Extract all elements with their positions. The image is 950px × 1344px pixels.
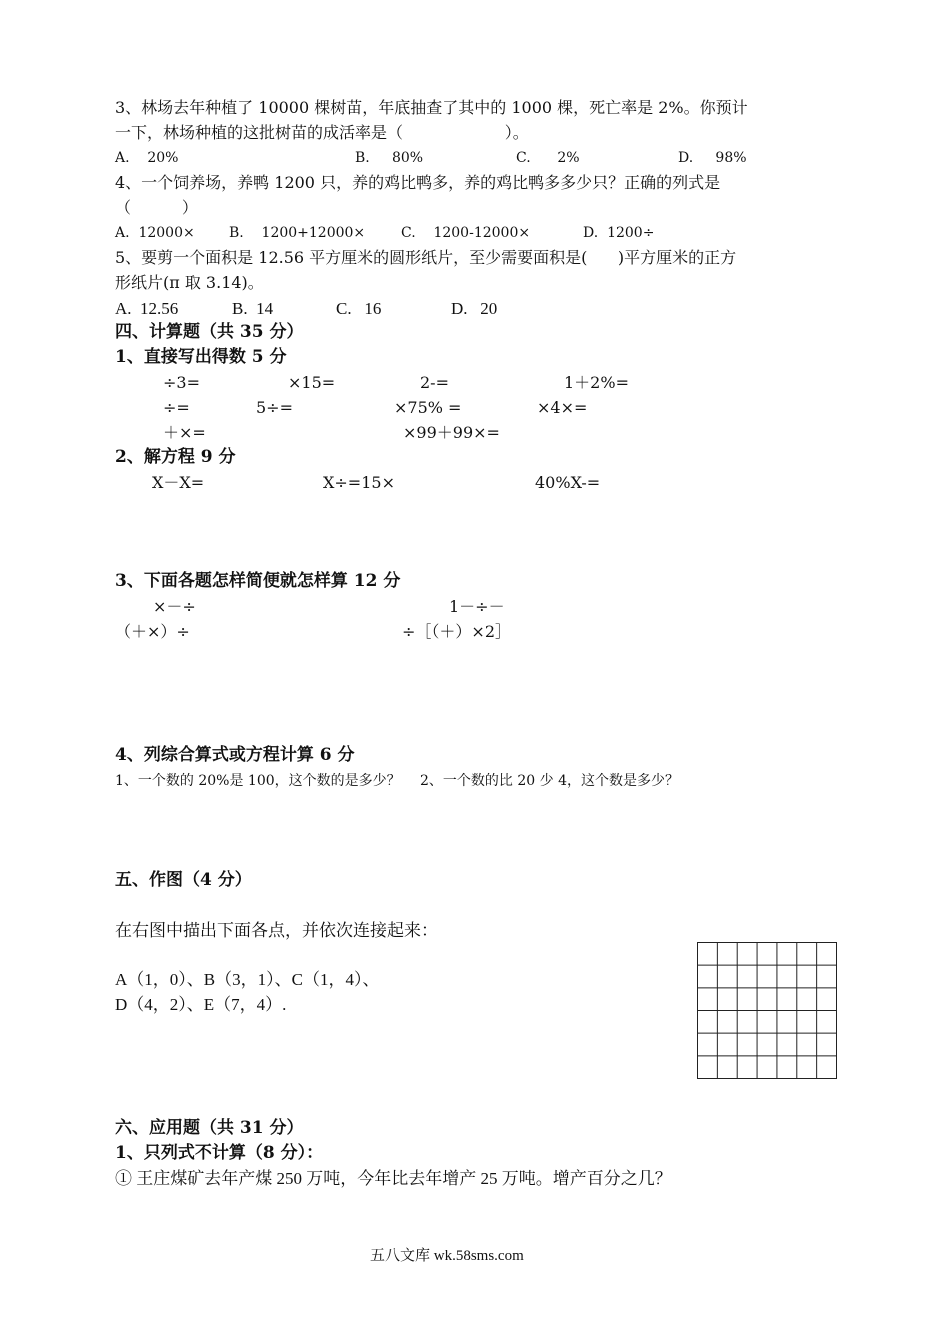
simplify-item: 1－÷－ (449, 597, 505, 616)
part1-title: 1、直接写出得数 5 分 (115, 347, 287, 367)
section6-subtitle: 1、只列式不计算（8 分）： (115, 1143, 324, 1163)
q5-option-a: A. 12.56 (115, 299, 179, 318)
coordinate-grid (697, 942, 839, 1080)
section5-title: 五、作图（4 分） (115, 870, 252, 890)
calc-item: 1＋2%= (564, 373, 629, 392)
simplify-item: ÷［（＋）×2］ (402, 622, 511, 641)
q5-option-b: B. 14 (232, 299, 274, 318)
calc-item: ×15= (288, 373, 336, 392)
q4-option-b: B. 1200+12000× (229, 225, 366, 241)
calc-item: ×75% = (394, 398, 462, 417)
part2-title: 2、解方程 9 分 (115, 447, 236, 467)
q4-option-a: A. 12000× (115, 225, 195, 241)
equation: X－X= (152, 473, 205, 492)
word-problem-1: 1、一个数的 20%是 100，这个数的是多少？ (115, 773, 401, 789)
calc-item: ＋×= (163, 423, 206, 442)
drawing-instruction: 在右图中描出下面各点，并依次连接起来： (115, 921, 438, 940)
part4-title: 4、列综合算式或方程计算 6 分 (115, 745, 355, 765)
calc-item: ×4×= (537, 398, 588, 417)
word-problem-2: 2、一个数的比 20 少 4，这个数是多少？ (420, 773, 679, 789)
q5-option-d: D. 20 (451, 299, 498, 318)
q4-option-d: D. 1200÷ (583, 225, 655, 241)
q3-line1: 3、林场去年种植了 10000 棵树苗，年底抽查了其中的 1000 棵，死亡率是 2%。你预计 (115, 98, 748, 117)
q3-option-a: A. 20% (115, 150, 179, 166)
q5-line1: 5、要剪一个面积是 12.56 平方厘米的圆形纸片，至少需要面积是( )平方厘米的正方 (115, 248, 737, 267)
q4-line2: （ ） (115, 198, 198, 217)
calc-item: ÷= (163, 398, 190, 417)
part3-title: 3、下面各题怎样简便就怎样算 12 分 (115, 571, 401, 591)
equation: X÷=15× (323, 473, 395, 492)
application-question-1: ① 王庄煤矿去年产煤 250 万吨，今年比去年增产 25 万吨。增产百分之几？ (115, 1169, 672, 1188)
q4-option-c: C. 1200-12000× (401, 225, 531, 241)
q4-line1: 4、一个饲养场，养鸭 1200 只，养的鸡比鸭多，养的鸡比鸭多多少只？正确的列式是 (115, 173, 721, 192)
points-line1: A（1，0）、B（3，1）、C（1，4）、 (115, 970, 380, 989)
q3-option-d: D. 98% (678, 150, 747, 166)
calc-item: 2-= (420, 373, 449, 392)
q3-line2: 一下，林场种植的这批树苗的成活率是（ ）。 (115, 123, 529, 142)
simplify-item: ×－÷ (153, 597, 196, 616)
q5-line2: 形纸片(π 取 3.14)。 (115, 273, 264, 292)
section6-title: 六、应用题（共 31 分） (115, 1118, 304, 1138)
simplify-item: （＋×）÷ (115, 622, 190, 641)
points-line2: D（4，2）、E（7，4）. (115, 995, 287, 1014)
calc-item: 5÷= (256, 398, 293, 417)
footer-watermark: 五八文库 wk.58sms.com (370, 1248, 524, 1264)
equation: 40%X-= (535, 473, 601, 492)
calc-item: ÷3= (163, 373, 200, 392)
section4-title: 四、计算题（共 35 分） (115, 322, 304, 342)
q3-option-c: C. 2% (516, 150, 580, 166)
calc-item: ×99＋99×= (403, 423, 500, 442)
q5-option-c: C. 16 (336, 299, 382, 318)
q3-option-b: B. 80% (355, 150, 424, 166)
